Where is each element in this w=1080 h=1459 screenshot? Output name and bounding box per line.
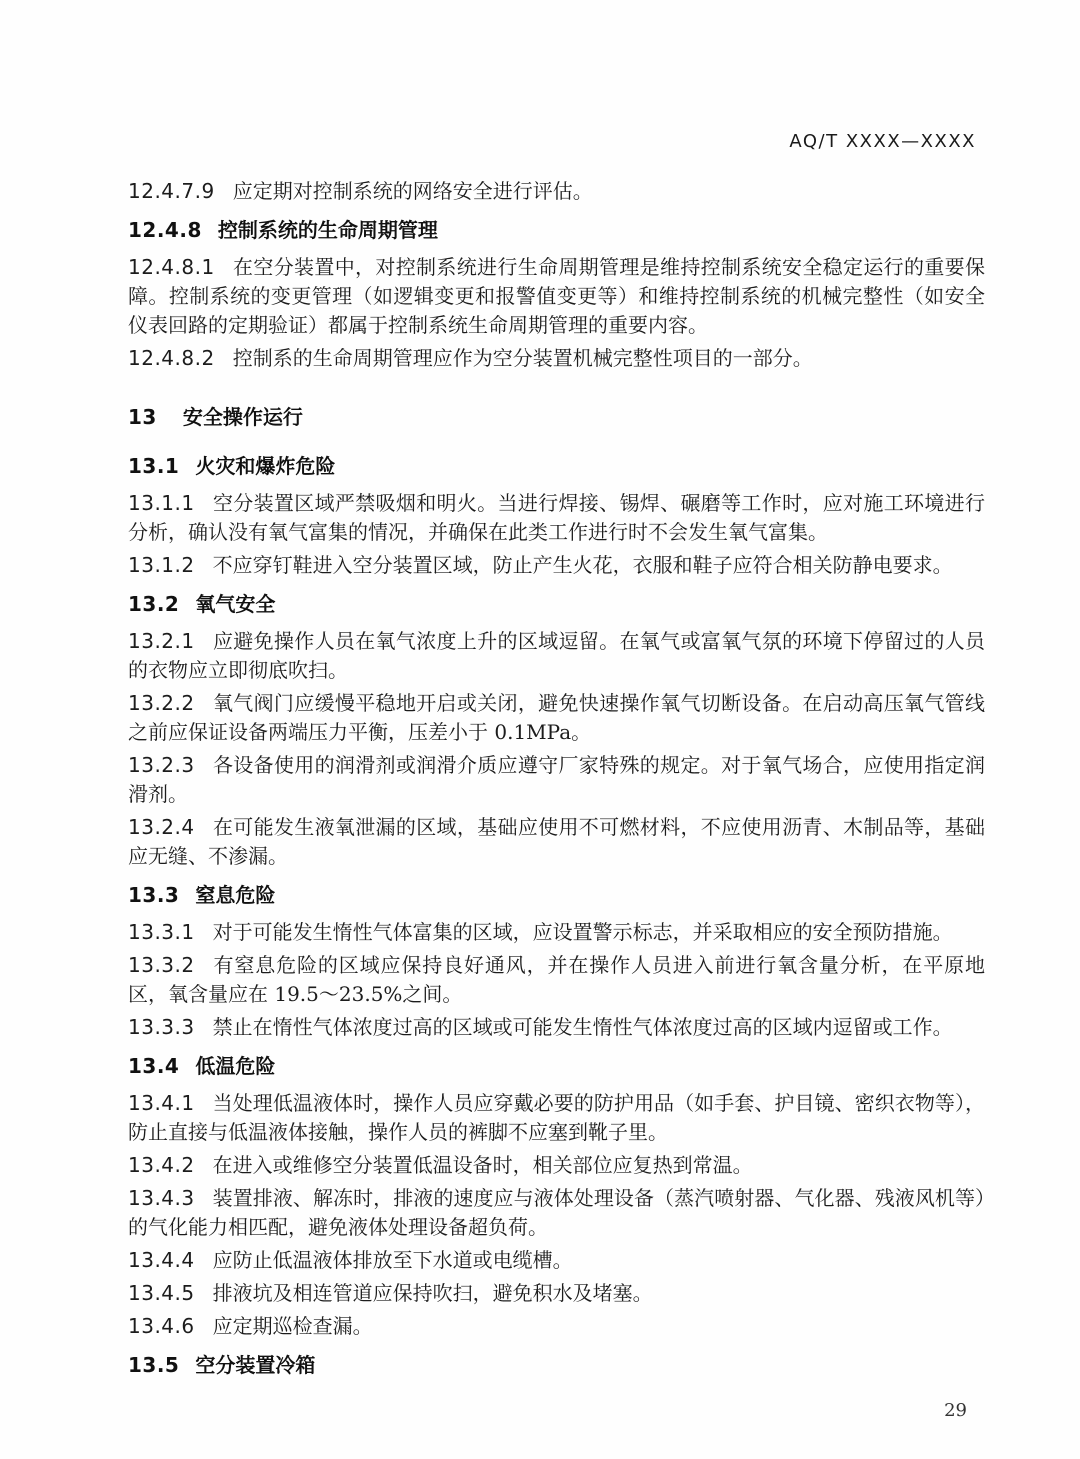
clause-text: 低温危险 bbox=[195, 1054, 276, 1078]
clause-text: 各设备使用的润滑剂或润滑介质应遵守厂家特殊的规定。对于氧气场合，应使用指定润滑剂。 bbox=[128, 753, 985, 806]
clause-number: 12.4.7.9 bbox=[128, 179, 215, 203]
section-heading bbox=[128, 1052, 985, 1081]
clause-text: 对于可能发生惰性气体富集的区域，应设置警示标志，并采取相应的安全预防措施。 bbox=[212, 920, 953, 944]
clause-paragraph bbox=[128, 551, 985, 580]
clause-number: 13.1 bbox=[128, 454, 180, 478]
section-heading bbox=[128, 1351, 985, 1380]
clause-number: 13.2 bbox=[128, 592, 180, 616]
clause-paragraph bbox=[128, 253, 985, 340]
clause-text: 不应穿钉鞋进入空分装置区域，防止产生火花，衣服和鞋子应符合相关防静电要求。 bbox=[212, 553, 953, 577]
clause-text: 空分装置区域严禁吸烟和明火。当进行焊接、锡焊、碾磨等工作时，应对施工环境进行分析，确认没有氧气富集的情况，并确保在此类工作进行时不会发生氧气富集。 bbox=[128, 491, 985, 544]
clause-text: 应防止低温液体排放至下水道或电缆槽。 bbox=[212, 1248, 573, 1272]
section-heading bbox=[128, 590, 985, 619]
clause-text: 火灾和爆炸危险 bbox=[195, 454, 336, 478]
clause-text: 在空分装置中，对控制系统进行生命周期管理是维持控制系统安全稳定运行的重要保障。控制系统的变更管理（如逻辑变更和报警值变更等）和维持控制系统的机械完整性（如安全仪表回路的定期验证）都属于控制系统生命周期管理的重要内容。 bbox=[128, 255, 985, 337]
clause-number: 13.3.2 bbox=[128, 953, 195, 977]
clause-number: 13.2.3 bbox=[128, 753, 195, 777]
clause-text: 窒息危险 bbox=[195, 883, 276, 907]
clause-paragraph bbox=[128, 489, 985, 547]
clause-paragraph bbox=[128, 1013, 985, 1042]
clause-number: 13.3 bbox=[128, 883, 180, 907]
clause-text: 应定期对控制系统的网络安全进行评估。 bbox=[232, 179, 593, 203]
clause-number: 13 bbox=[128, 405, 157, 429]
clause-text: 有窒息危险的区域应保持良好通风，并在操作人员进入前进行氧含量分析，在平原地区，氧含量应在 19.5～23.5%之间。 bbox=[128, 953, 985, 1006]
clause-paragraph bbox=[128, 1279, 985, 1308]
clause-paragraph bbox=[128, 177, 985, 206]
clause-text: 控制系的生命周期管理应作为空分装置机械完整性项目的一部分。 bbox=[232, 346, 813, 370]
clause-number: 13.1.1 bbox=[128, 491, 195, 515]
clause-text: 氧气阀门应缓慢平稳地开启或关闭，避免快速操作氧气切断设备。在启动高压氧气管线之前应保证设备两端压力平衡，压差小于 0.1MPa。 bbox=[128, 691, 985, 744]
clause-paragraph bbox=[128, 1184, 985, 1242]
clause-text: 空分装置冷箱 bbox=[195, 1353, 316, 1377]
clause-paragraph bbox=[128, 1312, 985, 1341]
clause-number: 13.2.4 bbox=[128, 815, 195, 839]
clause-paragraph bbox=[128, 1151, 985, 1180]
clause-number: 13.4.6 bbox=[128, 1314, 195, 1338]
clause-number: 12.4.8.2 bbox=[128, 346, 215, 370]
clause-number: 13.4.2 bbox=[128, 1153, 195, 1177]
clause-paragraph bbox=[128, 813, 985, 871]
clause-number: 13.4.5 bbox=[128, 1281, 195, 1305]
section-heading bbox=[128, 452, 985, 481]
clause-text: 当处理低温液体时，操作人员应穿戴必要的防护用品（如手套、护目镜、密织衣物等），防止直接与低温液体接触，操作人员的裤脚不应塞到靴子里。 bbox=[128, 1091, 985, 1144]
clause-text: 排液坑及相连管道应保持吹扫，避免积水及堵塞。 bbox=[212, 1281, 653, 1305]
clause-paragraph bbox=[128, 689, 985, 747]
document-content bbox=[128, 177, 985, 1388]
clause-text: 在可能发生液氧泄漏的区域，基础应使用不可燃材料，不应使用沥青、木制品等，基础应无缝、不渗漏。 bbox=[128, 815, 985, 868]
clause-paragraph bbox=[128, 918, 985, 947]
clause-number: 13.1.2 bbox=[128, 553, 195, 577]
clause-number: 13.5 bbox=[128, 1353, 180, 1377]
clause-paragraph bbox=[128, 751, 985, 809]
clause-paragraph bbox=[128, 627, 985, 685]
clause-text: 在进入或维修空分装置低温设备时，相关部位应复热到常温。 bbox=[212, 1153, 753, 1177]
clause-number: 13.3.1 bbox=[128, 920, 195, 944]
clause-number: 13.4.3 bbox=[128, 1186, 195, 1210]
clause-paragraph bbox=[128, 344, 985, 373]
section-heading bbox=[128, 216, 985, 245]
clause-number: 12.4.8 bbox=[128, 218, 202, 242]
clause-number: 13.4.1 bbox=[128, 1091, 195, 1115]
clause-number: 13.4 bbox=[128, 1054, 180, 1078]
clause-text: 安全操作运行 bbox=[182, 405, 303, 429]
clause-number: 12.4.8.1 bbox=[128, 255, 215, 279]
standard-number-header: AQ/T XXXX—XXXX bbox=[789, 131, 976, 152]
clause-text: 装置排液、解冻时，排液的速度应与液体处理设备（蒸汽喷射器、气化器、残液风机等）的气化能力相匹配，避免液体处理设备超负荷。 bbox=[128, 1186, 985, 1239]
clause-number: 13.4.4 bbox=[128, 1248, 195, 1272]
section-heading bbox=[128, 881, 985, 910]
clause-paragraph bbox=[128, 1246, 985, 1275]
clause-number: 13.2.1 bbox=[128, 629, 195, 653]
clause-text: 氧气安全 bbox=[195, 592, 276, 616]
clause-text: 应避免操作人员在氧气浓度上升的区域逗留。在氧气或富氧气氛的环境下停留过的人员的衣物应立即彻底吹扫。 bbox=[128, 629, 985, 682]
clause-paragraph bbox=[128, 1089, 985, 1147]
clause-number: 13.3.3 bbox=[128, 1015, 195, 1039]
clause-number: 13.2.2 bbox=[128, 691, 195, 715]
clause-paragraph bbox=[128, 951, 985, 1009]
clause-text: 控制系统的生命周期管理 bbox=[217, 218, 438, 242]
clause-text: 禁止在惰性气体浓度过高的区域或可能发生惰性气体浓度过高的区域内逗留或工作。 bbox=[212, 1015, 953, 1039]
page-number: 29 bbox=[944, 1400, 967, 1421]
section-heading bbox=[128, 403, 985, 432]
clause-text: 应定期巡检查漏。 bbox=[212, 1314, 373, 1338]
